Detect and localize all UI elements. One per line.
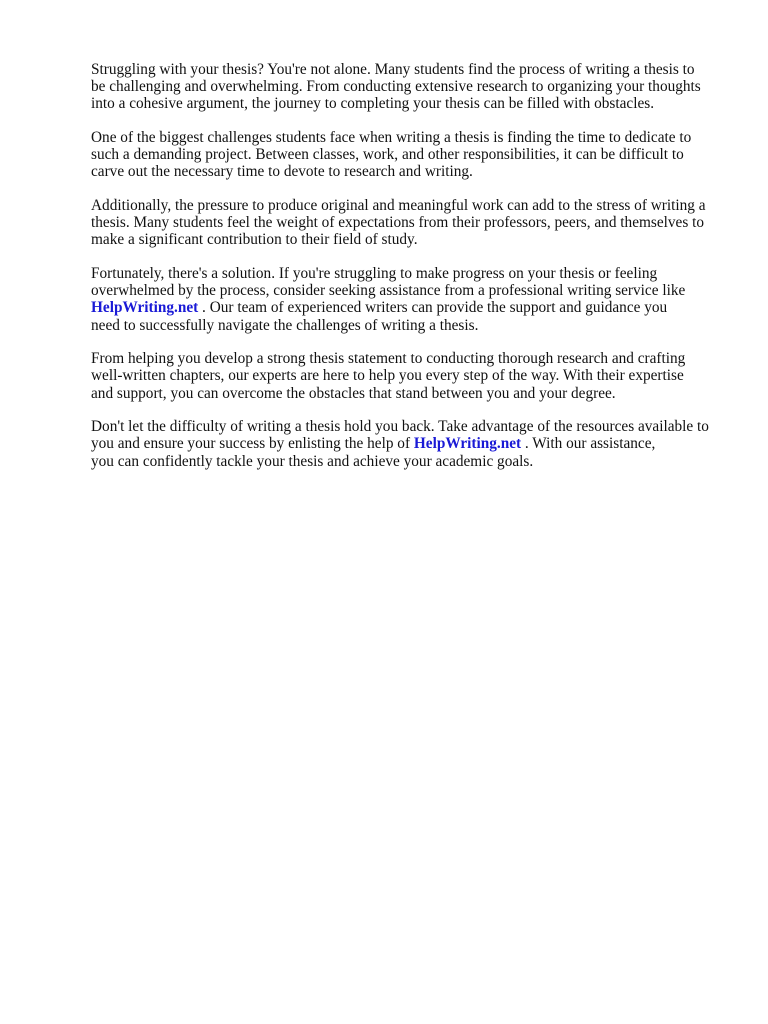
paragraph-solution-text-after: . Our team of experienced writers can provide the support and guidance you need to successfully navigate the challenges of writing a thesis. — [91, 299, 668, 334]
paragraph-closing — [91, 418, 731, 470]
paragraph-intro: Struggling with your thesis? You're not alone. Many students find the process of writing a thesis to be challenging and overwhelming. From conducting extensive research to organizing your thoughts into a cohesive argument, the journey to completing your thesis can be filled with obstacles. — [91, 61, 701, 113]
paragraph-closing-text-after: . With our assistance, you can confidently tackle your thesis and achieve your academic goals. — [91, 435, 656, 470]
paragraph-time-challenge: One of the biggest challenges students face when writing a thesis is finding the time to dedicate to such a demanding project. Between classes, work, and other responsibilities, it can be difficult to carve out the necessary time to devote to research and writing. — [91, 129, 692, 181]
paragraph-closing-text-before: Don't let the difficulty of writing a thesis hold you back. Take advantage of the resources available to you and ensure your success by enlisting the help of — [91, 418, 709, 453]
paragraph-solution — [91, 265, 731, 334]
document-body — [91, 61, 731, 486]
paragraph-pressure: Additionally, the pressure to produce original and meaningful work can add to the stress of writing a thesis. Many students feel the weight of expectations from their professors, peers, and themselves to make a significant contribution to their field of study. — [91, 197, 706, 249]
helpwriting-link[interactable]: HelpWriting.net — [91, 299, 199, 317]
paragraph-experts: From helping you develop a strong thesis statement to conducting thorough research and crafting well-written chapters, our experts are here to help you every step of the way. With their expertise and support, you can overcome the obstacles that stand between you and your degree. — [91, 350, 686, 402]
paragraph-solution-text-before: Fortunately, there's a solution. If you're struggling to make progress on your thesis or feeling overwhelmed by the process, consider seeking assistance from a professional writing service like — [91, 265, 686, 300]
helpwriting-link-closing[interactable]: HelpWriting.net — [413, 435, 522, 453]
